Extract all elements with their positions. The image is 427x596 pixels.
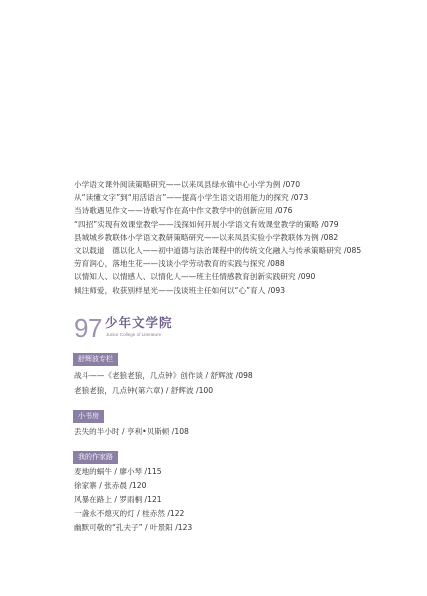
toc-entry: 以情知人、以情感人、以情化人——班主任情感教育创新实践研究 /090 xyxy=(74,272,316,282)
column-tag: 我的作家路 xyxy=(73,451,118,464)
toc-entry: 战斗——《老狼老狼，几点钟》创作谈 / 舒辉波 /098 xyxy=(74,371,253,380)
toc-entry: 丢失的半小时 / 亨利•贝斯顿 /108 xyxy=(74,427,189,436)
toc-entry: 劳育润心，落地生花——浅谈小学劳动教育的实践与探究 /088 xyxy=(74,259,285,269)
toc-entry: 风暴在路上 / 罗雨桐 /121 xyxy=(74,495,162,504)
column-tag: 舒辉波专栏 xyxy=(73,353,118,366)
column-tag: 小书房 xyxy=(73,410,104,423)
section-page-number: 97 xyxy=(74,313,102,343)
toc-entry: 一盏永不熄灭的灯 / 桂赤然 /122 xyxy=(74,509,185,518)
toc-entry: 从“读懂文字”到“用活语言”——提高小学生语文语用能力的探究 /073 xyxy=(74,193,309,203)
toc-entry: 麦地的蜗牛 / 廖小琴 /115 xyxy=(74,467,162,476)
toc-list xyxy=(74,178,414,297)
section-title: 少年文学院 xyxy=(105,315,173,330)
section-subtitle: Junior College of Literature xyxy=(106,332,162,337)
toc-entry: 当诗歌遇见作文——诗歌写作在高中作文教学中的创新应用 /076 xyxy=(74,206,293,216)
toc-entry: 幽默可敬的“孔夫子” / 叶景阳 /123 xyxy=(74,523,193,532)
toc-entry: 倾注师爱，收获别样星光——浅谈班主任如何以“心”育人 /093 xyxy=(74,285,286,295)
toc-entry: “四招”实现有效课堂教学——浅探如何开展小学语文有效课堂教学的策略 /079 xyxy=(74,219,339,229)
section-header xyxy=(74,313,414,343)
toc-entry: 文以载道 德以化人——初中道德与法治课程中的传统文化融入与传承策略研究 /085 xyxy=(74,246,362,256)
toc-entry: 县城城乡教联体小学语文教研策略研究——以来凤县实验小学教联体为例 /082 xyxy=(74,232,339,242)
toc-entry: 小学语文课外阅读策略研究——以来凤县绿水镇中心小学为例 /070 xyxy=(74,180,301,189)
toc-entry: 徐家寨 / 张赤晨 /120 xyxy=(74,481,147,490)
toc-entry: 老狼老狼，几点钟(第六章) / 舒辉波 /100 xyxy=(74,386,214,395)
